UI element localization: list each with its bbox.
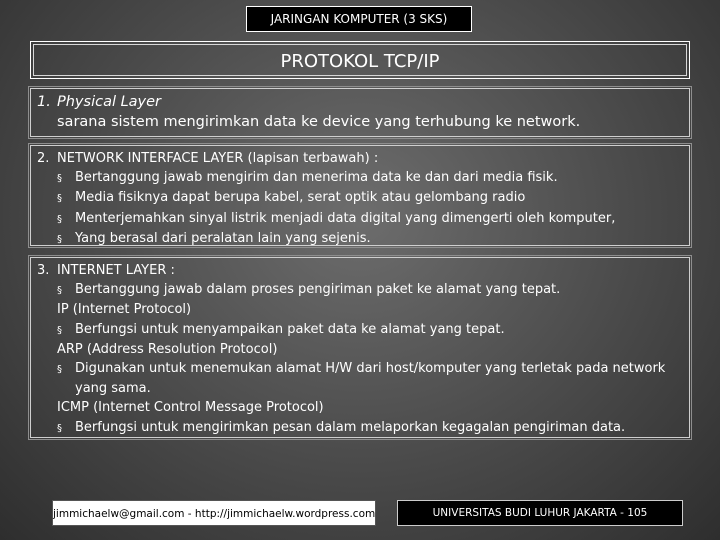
arp-heading: ARP (Address Resolution Protocol) [57, 341, 278, 357]
list-item-text: Bertanggung jawab dalam proses pengiriman paket ke alamat yang tepat. [75, 282, 561, 298]
section-network-interface-layer [30, 145, 690, 246]
list-item-text: Berfungsi untuk menyampaikan paket data ke alamat yang tepat. [75, 321, 505, 337]
bullet-icon: § [57, 285, 62, 297]
list-item [37, 229, 685, 249]
footer-contact: jimmichaelw@gmail.com - http://jimmichaelw.wordpress.com [52, 500, 376, 526]
bullet-icon: § [57, 173, 62, 185]
ip-heading: IP (Internet Protocol) [57, 302, 192, 318]
list-item [37, 168, 685, 188]
network-interface-heading: NETWORK INTERFACE LAYER (lapisan terbawah) : [57, 151, 379, 166]
physical-heading-line [37, 92, 685, 112]
list-item-text: Menterjemahkan sinyal listrik menjadi data digital yang dimengerti oleh komputer, [75, 210, 616, 226]
list-item-text: Media fisiknya dapat berupa kabel, serat optik atau gelombang radio [75, 190, 526, 206]
list-item [37, 418, 685, 438]
list-item [37, 188, 685, 208]
list-item [37, 280, 685, 300]
list-item-text: Yang berasal dari peralatan lain yang sejenis. [75, 230, 371, 246]
list-item [37, 209, 685, 229]
footer-university: UNIVERSITAS BUDI LUHUR JAKARTA - 105 [397, 500, 683, 526]
section-physical-layer [30, 88, 690, 137]
icmp-heading: ICMP (Internet Control Message Protocol) [57, 400, 324, 416]
list-item-continuation: yang sama. [75, 381, 151, 397]
list-item [37, 359, 685, 379]
bullet-icon: § [57, 422, 62, 434]
bullet-icon: § [57, 233, 62, 245]
section-internet-layer [30, 257, 690, 438]
network-interface-heading-line [37, 149, 685, 168]
bullet-icon: § [57, 213, 62, 225]
course-label: JARINGAN KOMPUTER (3 SKS) [246, 6, 472, 32]
section-number: 3. [37, 263, 50, 278]
title-box [30, 41, 690, 79]
section-number: 2. [37, 151, 50, 166]
slide-title: PROTOKOL TCP/IP [33, 44, 687, 76]
section-number: 1. [37, 94, 51, 110]
internet-heading: INTERNET LAYER : [57, 263, 175, 278]
physical-heading: Physical Layer [57, 94, 162, 110]
physical-description: sarana sistem mengirimkan data ke device yang terhubung ke network. [57, 114, 581, 130]
bullet-icon: § [57, 324, 62, 336]
list-item-text: Bertanggung jawab mengirim dan menerima data ke dan dari media fisik. [75, 170, 558, 186]
list-item [37, 320, 685, 340]
bullet-icon: § [57, 193, 62, 205]
list-item-text: Digunakan untuk menemukan alamat H/W dari host/komputer yang terletak pada network [75, 361, 666, 377]
bullet-icon: § [57, 364, 62, 376]
internet-heading-line [37, 261, 685, 280]
list-item-text: Berfungsi untuk mengirimkan pesan dalam melaporkan kegagalan pengiriman data. [75, 419, 626, 435]
